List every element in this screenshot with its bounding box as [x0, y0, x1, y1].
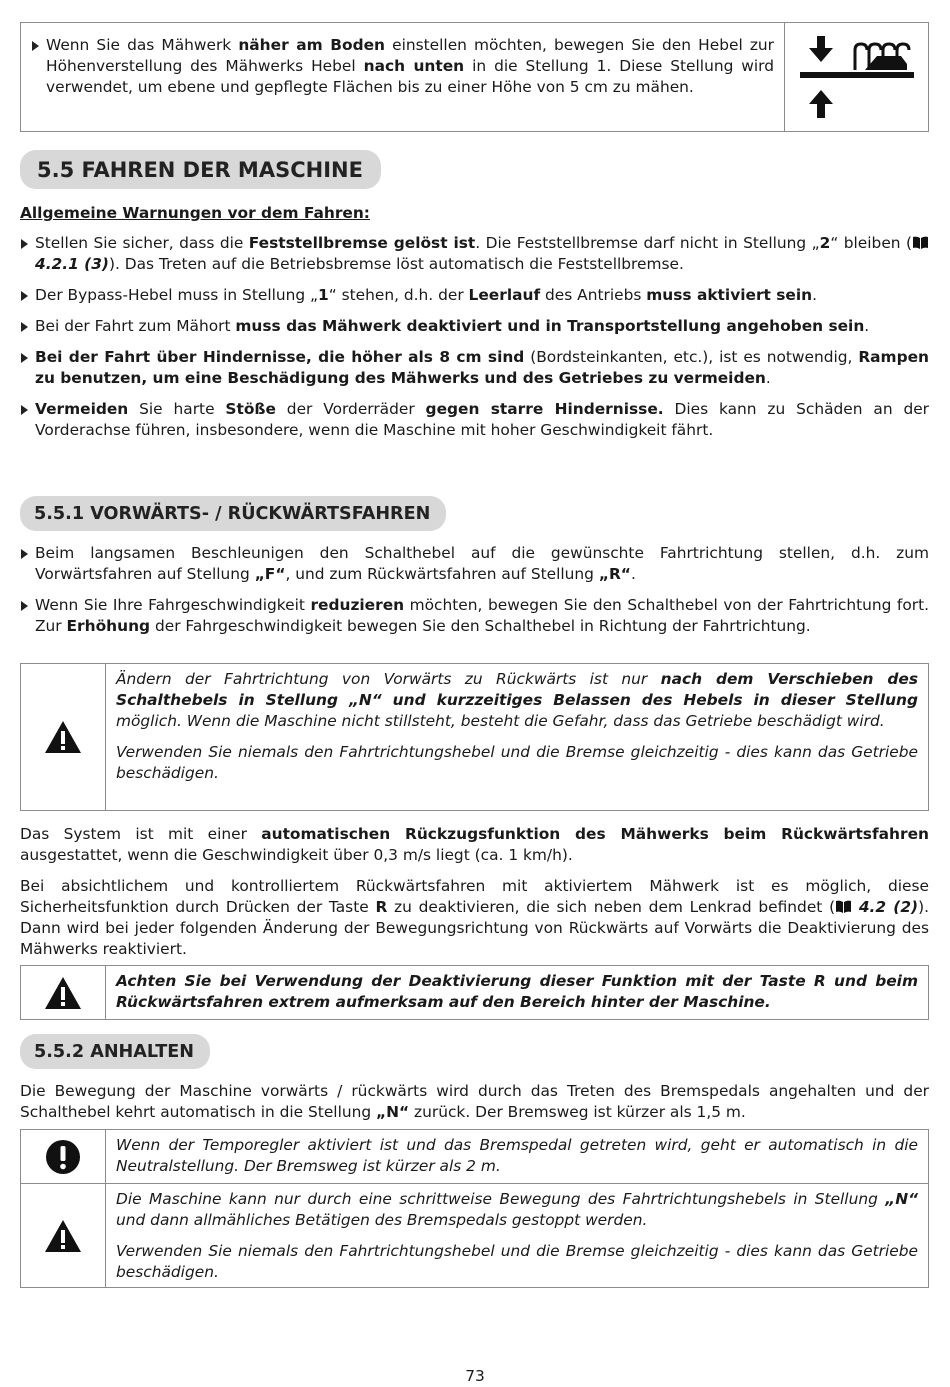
- bullet-item: Wenn Sie Ihre Fahrgeschwindigkeit reduzieren möchten, bewegen Sie den Schalthebel von der Fahrtrichtung fort. Zur Erhöhung der Fahrgeschwindigkeit bewegen Sie den Schalthebel in Richtung der Fahrtrichtung.: [20, 595, 929, 637]
- bullet-triangle-icon: [21, 239, 28, 249]
- general-warnings-subheading: Allgemeine Warnungen vor dem Fahren:: [20, 204, 370, 222]
- book-reference-icon: [835, 900, 852, 913]
- bullet-item: Bei der Fahrt zum Mähort muss das Mähwerk deaktiviert und in Transportstellung angehoben sein.: [20, 316, 929, 337]
- bullet-triangle-icon: [21, 405, 28, 415]
- bullet-item: Stellen Sie sicher, dass die Feststellbremse gelöst ist. Die Feststellbremse darf nicht in Stellung „2“ bleiben ( 4.2.1 (3)). Das Treten auf die Betriebsbremse löst automatisch die Feststellbremse.: [20, 233, 929, 275]
- reverse-retract-paragraphs: [20, 824, 929, 960]
- bullet-triangle-icon: [21, 601, 28, 611]
- warning-triangle-icon: [21, 966, 106, 1019]
- warning-triangle-icon: [21, 1184, 106, 1287]
- stopping-warning-text: Die Maschine kann nur durch eine schrittweise Bewegung des Fahrtrichtungshebels in Stellung „N“ und dann allmähliches Betätigen des Bremspedals gestoppt werden. Verwenden Sie niemals den Fahrtrichtungshebel und die Bremse gleichzeitig - dies kann das Getriebe beschädigen.: [116, 1190, 918, 1281]
- bullet-item: Der Bypass-Hebel muss in Stellung „1“ stehen, d.h. der Leerlauf des Antriebs muss aktiviert sein.: [20, 285, 929, 306]
- section-5-5-bullets: [20, 233, 929, 441]
- book-reference-icon: [912, 236, 929, 249]
- bullet-triangle-icon: [21, 322, 28, 332]
- bullet-triangle-icon: [21, 549, 28, 559]
- paragraph: Bei absichtlichem und kontrolliertem Rückwärtsfahren mit aktiviertem Mähwerk ist es möglich, diese Sicherheitsfunktion durch Drücken der Taste R zu deaktivieren, die sich neben dem Lenkrad befindet ( 4.2 (2)). Dann wird bei jeder folgenden Änderung der Bewegungsrichtung von Rückwärts auf Vorwärts die Deaktivierung des Mähwerks reaktiviert.: [20, 877, 929, 958]
- bullet-triangle-icon: [21, 291, 28, 301]
- bullet-triangle-icon: [32, 41, 39, 51]
- cruise-control-note-text: Wenn der Temporegler aktiviert ist und das Bremspedal getreten wird, geht er automatisch in die Neutralstellung. Der Bremsweg ist kürzer als 2 m.: [116, 1136, 918, 1175]
- bullet-item: Vermeiden Sie harte Stöße der Vorderräder gegen starre Hindernisse. Dies kann zu Schäden an der Vorderachse führen, insbesondere, wenn die Maschine mit hoher Geschwindigkeit fährt.: [20, 399, 929, 441]
- mower-height-info-box: [20, 22, 929, 132]
- bullet-item: Beim langsamen Beschleunigen den Schalthebel auf die gewünschte Fahrtrichtung stellen, d.h. zum Vorwärtsfahren auf Stellung „F“, und zum Rückwärtsfahren auf Stellung „R“.: [20, 543, 929, 585]
- bullet-item: Bei der Fahrt über Hindernisse, die höher als 8 cm sind (Bordsteinkanten, etc.), ist es notwendig, Rampen zu benutzen, um eine Beschädigung des Mähwerks und des Getriebes zu vermeiden.: [20, 347, 929, 389]
- stopping-paragraph: Die Bewegung der Maschine vorwärts / rückwärts wird durch das Treten des Bremspedals angehalten und der Schalthebel kehrt automatisch in die Stellung „N“ zurück. Der Bremsweg ist kürzer als 1,5 m.: [20, 1082, 929, 1121]
- direction-change-warning-text: Ändern der Fahrtrichtung von Vorwärts zu Rückwärts ist nur nach dem Verschieben des Schalthebels in Stellung „N“ und kurzzeitiges Belassen des Hebels in dieser Stellung möglich. Wenn die Maschine nicht stillsteht, besteht die Gefahr, dass das Getriebe beschädigt wird. Verwenden Sie niemals den Fahrtrichtungshebel und die Bremse gleichzeitig - dies kann das Getriebe beschädigen.: [116, 670, 918, 782]
- section-5-5-1-bullets: [20, 543, 929, 637]
- section-5-5-1-heading: 5.5.1 VORWÄRTS- / RÜCKWÄRTSFAHREN: [20, 496, 446, 531]
- paragraph: Das System ist mit einer automatischen Rückzugsfunktion des Mähwerks beim Rückwärtsfahren ausgestattet, wenn die Geschwindigkeit über 0,3 m/s liegt (ca. 1 km/h).: [20, 825, 929, 864]
- reverse-deactivation-warning-text: Achten Sie bei Verwendung der Deaktivierung dieser Funktion mit der Taste R und beim Rückwärtsfahren extrem aufmerksam auf den Bereich hinter der Maschine.: [116, 972, 918, 1011]
- mower-height-lower-icon: [784, 23, 928, 131]
- exclamation-circle-icon: [21, 1130, 106, 1183]
- section-5-5-2-heading: 5.5.2 ANHALTEN: [20, 1034, 210, 1069]
- section-5-5-heading: 5.5 FAHREN DER MASCHINE: [20, 150, 381, 189]
- warning-triangle-icon: [21, 664, 106, 810]
- mower-height-text: [21, 23, 784, 131]
- stopping-notes-box: [20, 1129, 929, 1288]
- bullet-item: Wenn Sie das Mähwerk näher am Boden einstellen möchten, bewegen Sie den Hebel zur Höhenverstellung des Mähwerks Hebel nach unten in die Stellung 1. Diese Stellung wird verwendet, um ebene und gepflegte Flächen bis zu einer Höhe von 5 cm zu mähen.: [31, 35, 774, 98]
- bullet-triangle-icon: [21, 353, 28, 363]
- direction-change-warning-box: [20, 663, 929, 811]
- reverse-deactivation-warning-box: [20, 965, 929, 1020]
- page-number: 73: [465, 1367, 485, 1385]
